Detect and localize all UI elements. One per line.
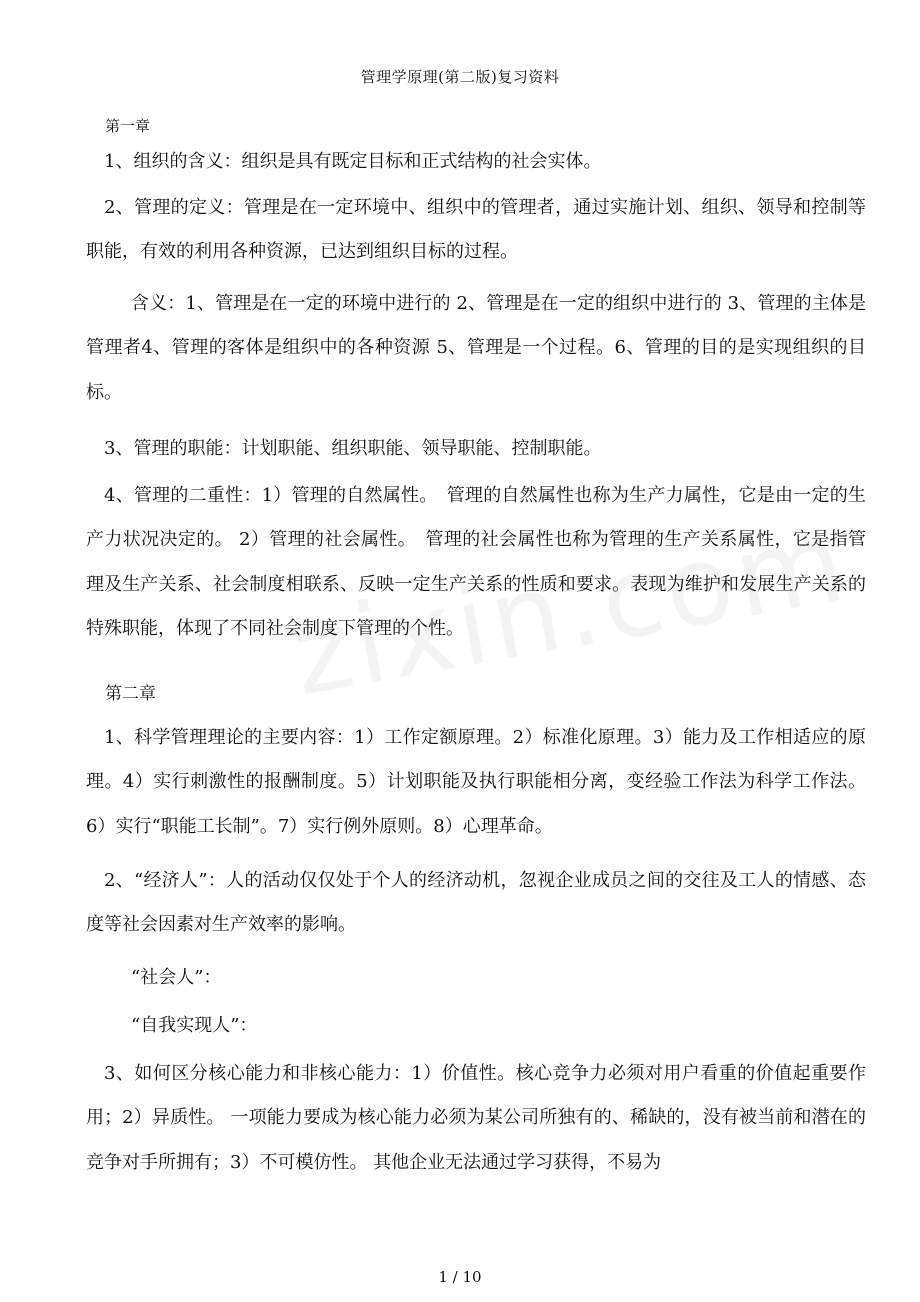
paragraph: 2、“经济人”：人的活动仅仅处于个人的经济动机，忽视企业成员之间的交往及工人的情感、态度等社会因素对生产效率的影响。: [86, 870, 866, 936]
paragraph: 4、管理的二重性：1）管理的自然属性。 管理的自然属性也称为生产力属性，它是由一定的生产力状况决定的。 2）管理的社会属性。 管理的社会属性也称为管理的生产关系属性，它是指管理及生产关系、社会制度相联系、反映一定生产关系的性质和要求。表现为维护和发展生产关系的特殊职能，体现了不同社会制度下管理的个性。: [86, 485, 866, 639]
chapter-heading: 第二章: [105, 684, 156, 704]
paragraph: 1、组织的含义：组织是具有既定目标和正式结构的社会实体。: [104, 151, 602, 172]
paragraph: “社会人”：: [131, 967, 222, 988]
paragraph: 3、如何区分核心能力和非核心能力：1）价值性。核心竞争力必须对用户看重的价值起重要作用；2）异质性。 一项能力要成为核心能力必须为某公司所独有的、稀缺的，没有被当前和潜在的竞争对手所拥有；3）不可模仿性。 其他企业无法通过学习获得，不易为: [86, 1063, 866, 1173]
paragraph: 1、科学管理理论的主要内容：1）工作定额原理。2）标准化原理。3）能力及工作相适应的原理。4）实行刺激性的报酬制度。5）计划职能及执行职能相分离，变经验工作法为科学工作法。 6）实行“职能工长制”。7）实行例外原则。8）心理革命。: [86, 727, 866, 837]
paragraph: “自我实现人”：: [131, 1015, 258, 1036]
paragraph: 含义：1、管理是在一定的环境中进行的 2、管理是在一定的组织中进行的 3、管理的主体是管理者4、管理的客体是组织中的各种资源 5、管理是一个过程。6、管理的目的是实现组织的目标。: [86, 293, 866, 403]
paragraph: 2、管理的定义：管理是在一定环境中、组织中的管理者，通过实施计划、组织、领导和控制等职能，有效的利用各种资源，已达到组织目标的过程。: [86, 197, 866, 263]
paragraph: 3、管理的职能：计划职能、组织职能、领导职能、控制职能。: [104, 438, 602, 459]
chapter-heading: 第一章: [105, 117, 151, 135]
document-title: 管理学原理(第二版)复习资料: [360, 68, 560, 86]
page-number: 1 / 10: [438, 1268, 482, 1286]
